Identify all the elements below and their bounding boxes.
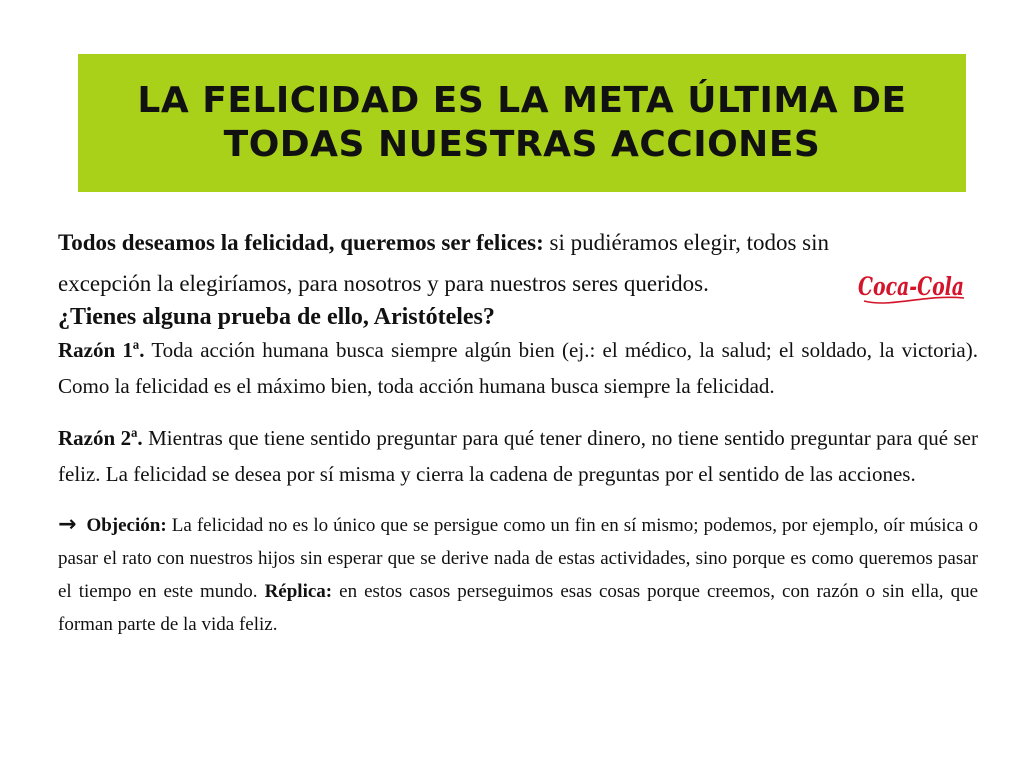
reason-2-text: Mientras que tiene sentido preguntar para qué tener dinero, no tiene sentido preguntar para qué ser feliz. La felicidad se desea por sí misma y cierra la cadena de preguntas por el sentido de las acciones. xyxy=(58,426,978,486)
reason-2-paragraph xyxy=(58,420,978,492)
slide-content xyxy=(58,222,978,641)
intro-line2: excepción la elegiríamos, para nosotros y para nuestros seres queridos. xyxy=(58,271,709,296)
reply-label: Réplica: xyxy=(264,581,333,602)
intro-line1-rest: si pudiéramos elegir, todos sin xyxy=(543,230,830,255)
arrow-right-icon: → xyxy=(58,512,77,537)
title-line-1: LA FELICIDAD ES LA META ÚLTIMA DE xyxy=(137,80,907,121)
svg-text:Coca-Cola: Coca-Cola xyxy=(858,272,964,301)
title-line-2: TODAS NUESTRAS ACCIONES xyxy=(223,124,821,165)
objection-paragraph xyxy=(58,508,978,641)
reason-1-text: Toda acción humana busca siempre algún bien (ej.: el médico, la salud; el soldado, la victoria). Como la felicidad es el máximo bien, toda acción humana busca siempre la felicidad. xyxy=(58,338,978,398)
reason-1-label: Razón 1ª. xyxy=(58,338,145,362)
objection-text: La felicidad no es lo único que se persigue como un fin en sí mismo; podemos, por ejemplo, oír música o pasar el rato con nuestros hijos sin esperar que se derive nada de estas actividades, sino porque es como queremos pasar el tiempo en este mundo. xyxy=(58,515,978,602)
intro-bold: Todos deseamos la felicidad, queremos ser felices: xyxy=(58,230,544,255)
intro-paragraph xyxy=(58,222,978,304)
question-heading: ¿Tienes alguna prueba de ello, Aristóteles? xyxy=(58,304,495,330)
objection-label: Objeción: xyxy=(86,515,167,536)
title-banner xyxy=(78,54,966,192)
reason-2-label: Razón 2ª. xyxy=(58,426,143,450)
reason-1-paragraph xyxy=(58,332,978,404)
reply-text: en estos casos perseguimos esas cosas porque creemos, con razón o sin ella, que forman parte de la vida feliz. xyxy=(58,581,979,635)
